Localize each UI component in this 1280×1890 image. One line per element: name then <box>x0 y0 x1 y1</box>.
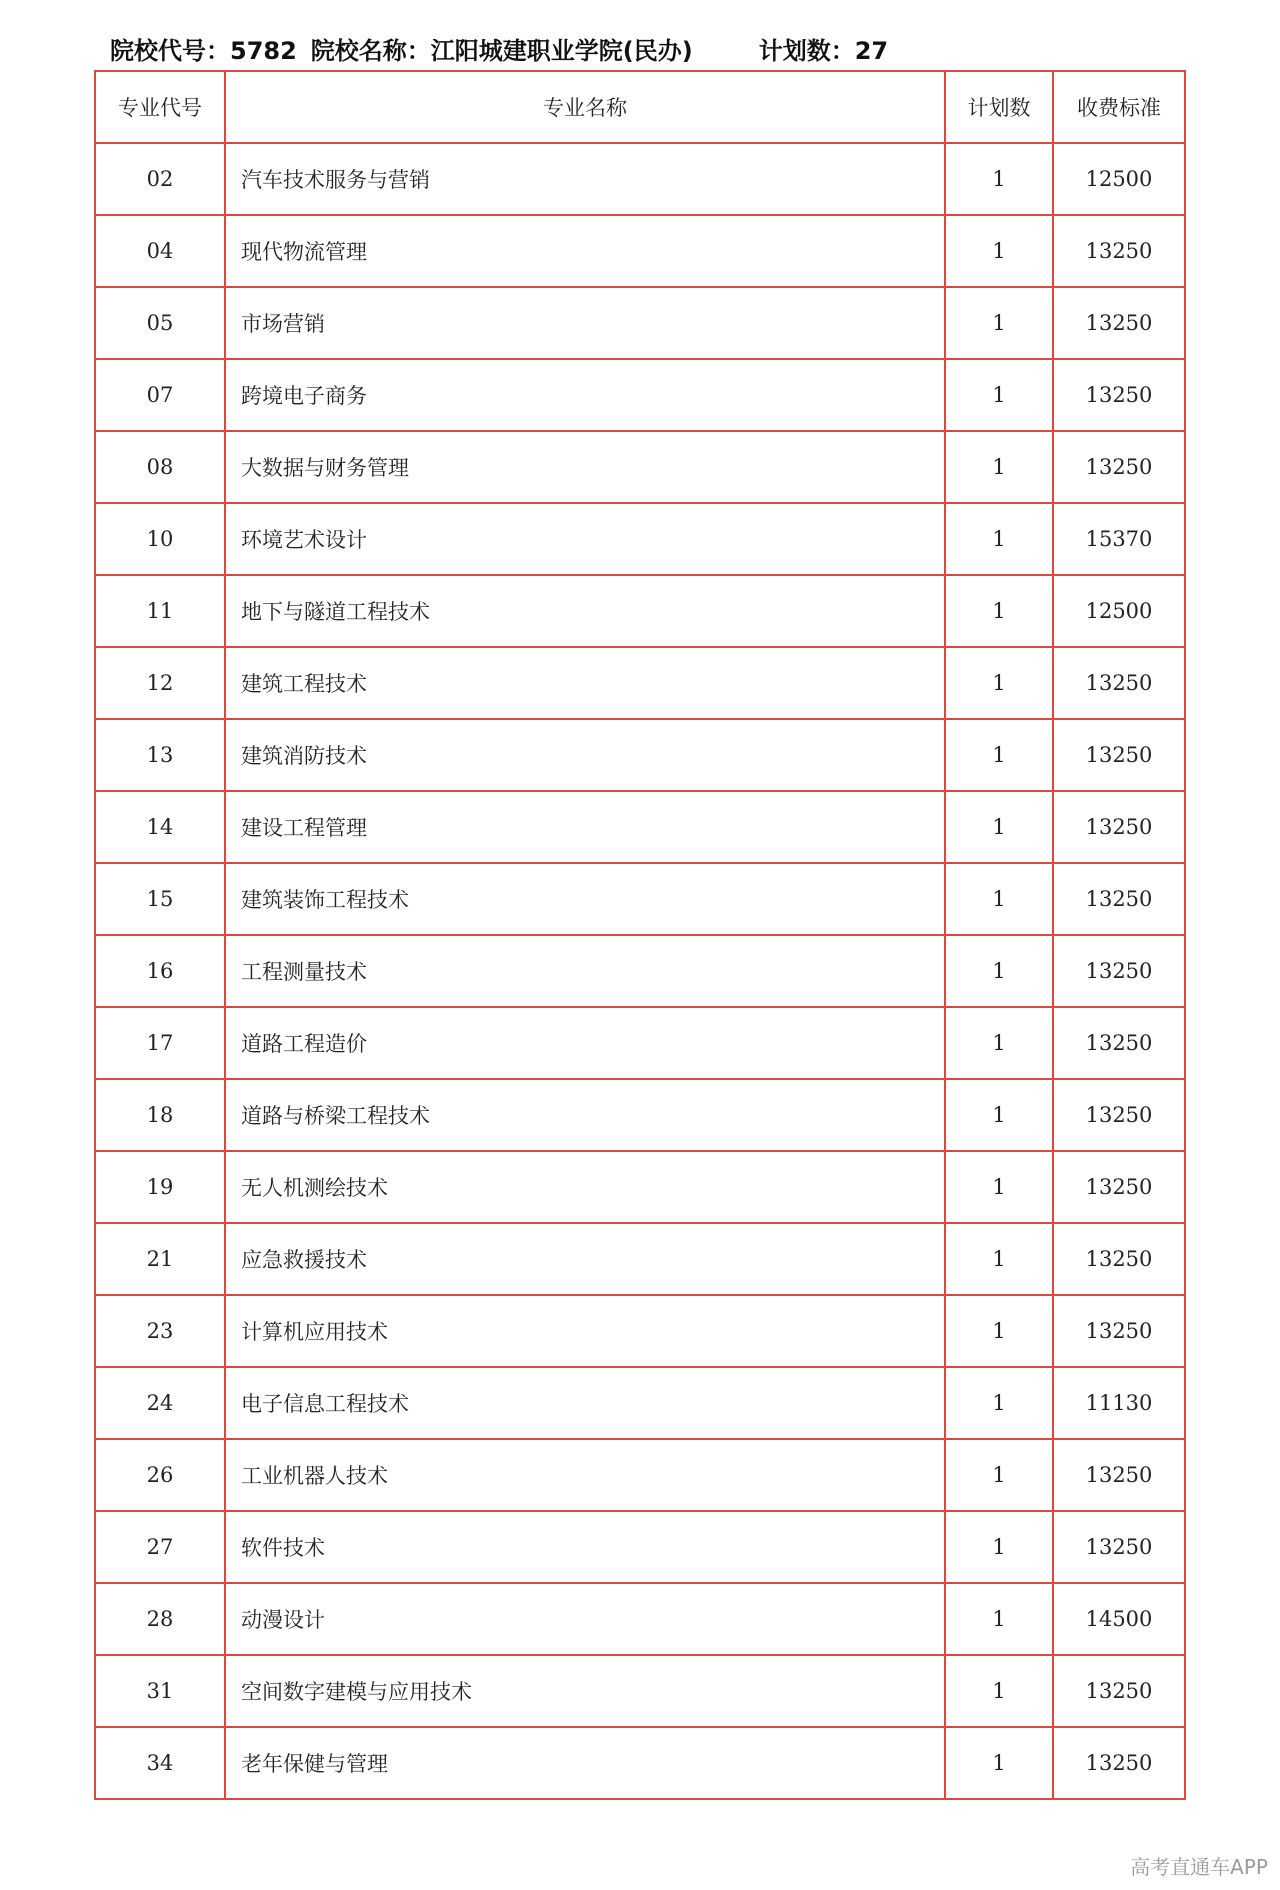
table-row <box>95 791 1185 863</box>
plan-number: 1 <box>945 791 1053 863</box>
tuition-fee: 12500 <box>1053 143 1185 215</box>
plan-number: 1 <box>945 1727 1053 1799</box>
plan-number: 1 <box>945 647 1053 719</box>
table-row <box>95 935 1185 1007</box>
column-header-fee: 收费标准 <box>1053 71 1185 143</box>
tuition-fee: 13250 <box>1053 1727 1185 1799</box>
major-name: 建筑消防技术 <box>225 719 945 791</box>
plan-number: 1 <box>945 1007 1053 1079</box>
tuition-fee: 13250 <box>1053 791 1185 863</box>
plan-number: 1 <box>945 1079 1053 1151</box>
major-name: 空间数字建模与应用技术 <box>225 1655 945 1727</box>
major-name: 道路工程造价 <box>225 1007 945 1079</box>
tuition-fee: 13250 <box>1053 647 1185 719</box>
major-name: 工业机器人技术 <box>225 1439 945 1511</box>
table-header-row <box>95 71 1185 143</box>
plan-number: 1 <box>945 1439 1053 1511</box>
column-header-name: 专业名称 <box>225 71 945 143</box>
school-header <box>110 28 888 68</box>
tuition-fee: 13250 <box>1053 359 1185 431</box>
column-header-plan: 计划数 <box>945 71 1053 143</box>
major-code: 26 <box>95 1439 225 1511</box>
major-code: 12 <box>95 647 225 719</box>
table-row <box>95 647 1185 719</box>
plan-number: 1 <box>945 935 1053 1007</box>
major-code: 17 <box>95 1007 225 1079</box>
tuition-fee: 13250 <box>1053 863 1185 935</box>
plan-number: 1 <box>945 863 1053 935</box>
major-name: 计算机应用技术 <box>225 1295 945 1367</box>
plan-number: 1 <box>945 503 1053 575</box>
major-name: 老年保健与管理 <box>225 1727 945 1799</box>
major-name: 应急救援技术 <box>225 1223 945 1295</box>
table-row <box>95 143 1185 215</box>
plan-number: 1 <box>945 1655 1053 1727</box>
plan-number: 1 <box>945 1151 1053 1223</box>
tuition-fee: 13250 <box>1053 1439 1185 1511</box>
major-name: 电子信息工程技术 <box>225 1367 945 1439</box>
tuition-fee: 13250 <box>1053 1007 1185 1079</box>
major-name: 工程测量技术 <box>225 935 945 1007</box>
table-row <box>95 863 1185 935</box>
table-row <box>95 575 1185 647</box>
watermark-text: 高考直通车APP <box>1130 1855 1268 1879</box>
major-name: 软件技术 <box>225 1511 945 1583</box>
major-code: 21 <box>95 1223 225 1295</box>
major-code: 07 <box>95 359 225 431</box>
table-row <box>95 431 1185 503</box>
major-code: 10 <box>95 503 225 575</box>
plan-count: 计划数：27 <box>758 36 889 65</box>
major-name: 跨境电子商务 <box>225 359 945 431</box>
major-code: 19 <box>95 1151 225 1223</box>
table-row <box>95 215 1185 287</box>
table-row <box>95 1223 1185 1295</box>
major-name: 市场营销 <box>225 287 945 359</box>
table-row <box>95 1079 1185 1151</box>
major-name: 建设工程管理 <box>225 791 945 863</box>
table-row <box>95 1655 1185 1727</box>
table-row <box>95 1511 1185 1583</box>
table-row <box>95 1151 1185 1223</box>
major-code: 14 <box>95 791 225 863</box>
major-code: 04 <box>95 215 225 287</box>
major-name: 汽车技术服务与营销 <box>225 143 945 215</box>
school-code: 院校代号：5782 <box>110 36 297 65</box>
major-code: 28 <box>95 1583 225 1655</box>
table-row <box>95 719 1185 791</box>
table-row <box>95 1583 1185 1655</box>
major-name: 动漫设计 <box>225 1583 945 1655</box>
plan-number: 1 <box>945 143 1053 215</box>
column-header-code: 专业代号 <box>95 71 225 143</box>
plan-number: 1 <box>945 575 1053 647</box>
major-name: 建筑工程技术 <box>225 647 945 719</box>
major-name: 大数据与财务管理 <box>225 431 945 503</box>
major-code: 27 <box>95 1511 225 1583</box>
plan-number: 1 <box>945 287 1053 359</box>
table-row <box>95 1439 1185 1511</box>
plan-number: 1 <box>945 431 1053 503</box>
major-code: 11 <box>95 575 225 647</box>
table-row <box>95 287 1185 359</box>
tuition-fee: 13250 <box>1053 287 1185 359</box>
tuition-fee: 13250 <box>1053 1511 1185 1583</box>
major-code: 13 <box>95 719 225 791</box>
major-code: 34 <box>95 1727 225 1799</box>
major-code: 02 <box>95 143 225 215</box>
tuition-fee: 13250 <box>1053 215 1185 287</box>
major-name: 无人机测绘技术 <box>225 1151 945 1223</box>
major-plan-table <box>94 70 1186 1800</box>
tuition-fee: 13250 <box>1053 431 1185 503</box>
plan-number: 1 <box>945 359 1053 431</box>
table-row <box>95 1295 1185 1367</box>
tuition-fee: 11130 <box>1053 1367 1185 1439</box>
plan-number: 1 <box>945 719 1053 791</box>
plan-number: 1 <box>945 1511 1053 1583</box>
major-name: 道路与桥梁工程技术 <box>225 1079 945 1151</box>
major-code: 24 <box>95 1367 225 1439</box>
table-row <box>95 1727 1185 1799</box>
major-name: 环境艺术设计 <box>225 503 945 575</box>
tuition-fee: 13250 <box>1053 1655 1185 1727</box>
tuition-fee: 12500 <box>1053 575 1185 647</box>
table-body <box>95 143 1185 1799</box>
tuition-fee: 15370 <box>1053 503 1185 575</box>
major-code: 15 <box>95 863 225 935</box>
plan-number: 1 <box>945 215 1053 287</box>
tuition-fee: 13250 <box>1053 1295 1185 1367</box>
tuition-fee: 13250 <box>1053 719 1185 791</box>
major-code: 31 <box>95 1655 225 1727</box>
tuition-fee: 13250 <box>1053 1151 1185 1223</box>
major-name: 现代物流管理 <box>225 215 945 287</box>
major-code: 18 <box>95 1079 225 1151</box>
major-code: 05 <box>95 287 225 359</box>
table-row <box>95 503 1185 575</box>
table-row <box>95 1007 1185 1079</box>
plan-number: 1 <box>945 1583 1053 1655</box>
school-name: 院校名称：江阳城建职业学院(民办) <box>310 36 693 65</box>
tuition-fee: 13250 <box>1053 1079 1185 1151</box>
major-code: 08 <box>95 431 225 503</box>
major-name: 建筑装饰工程技术 <box>225 863 945 935</box>
major-code: 23 <box>95 1295 225 1367</box>
tuition-fee: 13250 <box>1053 935 1185 1007</box>
major-name: 地下与隧道工程技术 <box>225 575 945 647</box>
plan-number: 1 <box>945 1223 1053 1295</box>
tuition-fee: 13250 <box>1053 1223 1185 1295</box>
tuition-fee: 14500 <box>1053 1583 1185 1655</box>
plan-number: 1 <box>945 1295 1053 1367</box>
plan-number: 1 <box>945 1367 1053 1439</box>
major-code: 16 <box>95 935 225 1007</box>
table-row <box>95 359 1185 431</box>
table-row <box>95 1367 1185 1439</box>
